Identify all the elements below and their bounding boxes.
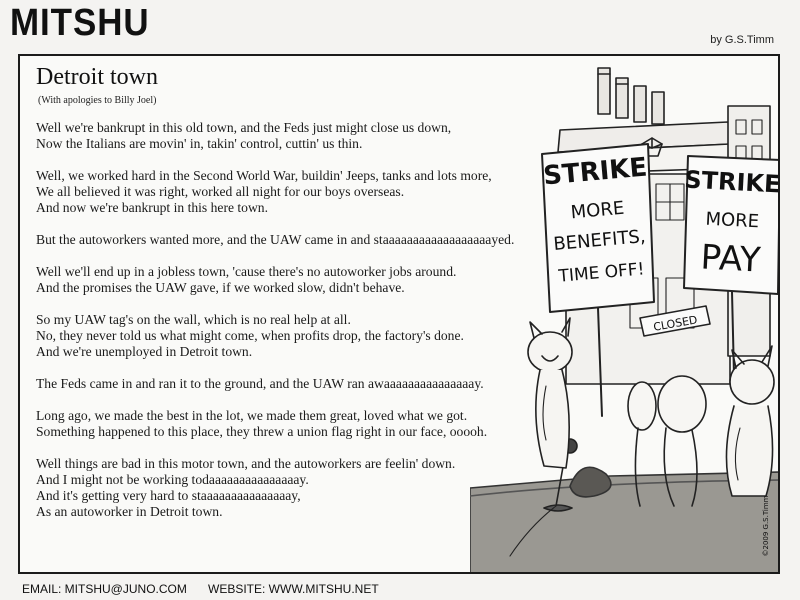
footer-website: WEBSITE: WWW.MITSHU.NET xyxy=(208,582,379,596)
poem-line: Well things are bad in this motor town, and the autoworkers are feelin' down. xyxy=(36,456,456,471)
poem-subtitle: (With apologies to Billy Joel) xyxy=(38,95,157,106)
sign-left-line4: TIME OFF! xyxy=(557,259,646,287)
poem-line: Long ago, we made the best in the lot, we made them great, loved what we got. xyxy=(36,408,468,423)
footer-email: EMAIL: MITSHU@JUNO.COM xyxy=(22,582,187,596)
poem-line: And it's getting very hard to staaaaaaaaaaaaaaay, xyxy=(36,488,301,503)
sign-right-strike: STRIKE xyxy=(683,165,782,199)
poem-line: So my UAW tag's on the wall, which is no real help at all. xyxy=(36,312,351,327)
poem-line: And the promises the UAW gave, if we worked slow, didn't behave. xyxy=(36,280,405,295)
poem-line: Now the Italians are movin' in, takin' control, cuttin' us thin. xyxy=(36,136,363,151)
comic-panel xyxy=(18,54,780,574)
artist-signature: ©2009 G.S.Timm xyxy=(762,495,770,557)
poem-line: And I might not be working todaaaaaaaaaaaaaaay. xyxy=(36,472,309,487)
poem-line: Something happened to this place, they threw a union flag right in our face, ooooh. xyxy=(36,424,488,439)
poem-line: Well we'll end up in a jobless town, 'cause there's no autoworker jobs around. xyxy=(36,264,457,279)
sign-right-line3: PAY xyxy=(699,237,762,281)
poem-title: Detroit town xyxy=(36,64,158,90)
poem-line: We all believed it was right, worked all night for our boys overseas. xyxy=(36,184,405,199)
poem-line: The Feds came in and ran it to the ground, and the UAW ran awaaaaaaaaaaaaaaay. xyxy=(36,376,484,391)
sign-left-strike: STRIKE xyxy=(542,152,649,192)
poem-line: And now we're bankrupt in this here town. xyxy=(36,200,268,215)
poem-line: And we're unemployed in Detroit town. xyxy=(36,344,253,359)
author-byline: by G.S.Timm xyxy=(710,34,774,46)
sign-left-line3: BENEFITS, xyxy=(552,226,647,256)
poem-line: Well, we worked hard in the Second World War, buildin' Jeeps, tanks and lots more, xyxy=(36,168,492,183)
poem-line: But the autoworkers wanted more, and the UAW came in and staaaaaaaaaaaaaaaaaayed. xyxy=(36,232,515,247)
sign-right-line2: MORE xyxy=(704,208,760,233)
masthead-logo: MITSHU xyxy=(10,2,150,44)
cartoon-illustration xyxy=(470,56,780,574)
poem-line: No, they never told us what might come, when profits drop, the factory's done. xyxy=(36,328,464,343)
closed-sign: CLOSED xyxy=(652,313,699,334)
poem-line: Well we're bankrupt in this old town, and the Feds just might close us down, xyxy=(36,120,452,135)
sign-left-line2: MORE xyxy=(569,197,626,224)
poem-line: As an autoworker in Detroit town. xyxy=(36,504,223,519)
